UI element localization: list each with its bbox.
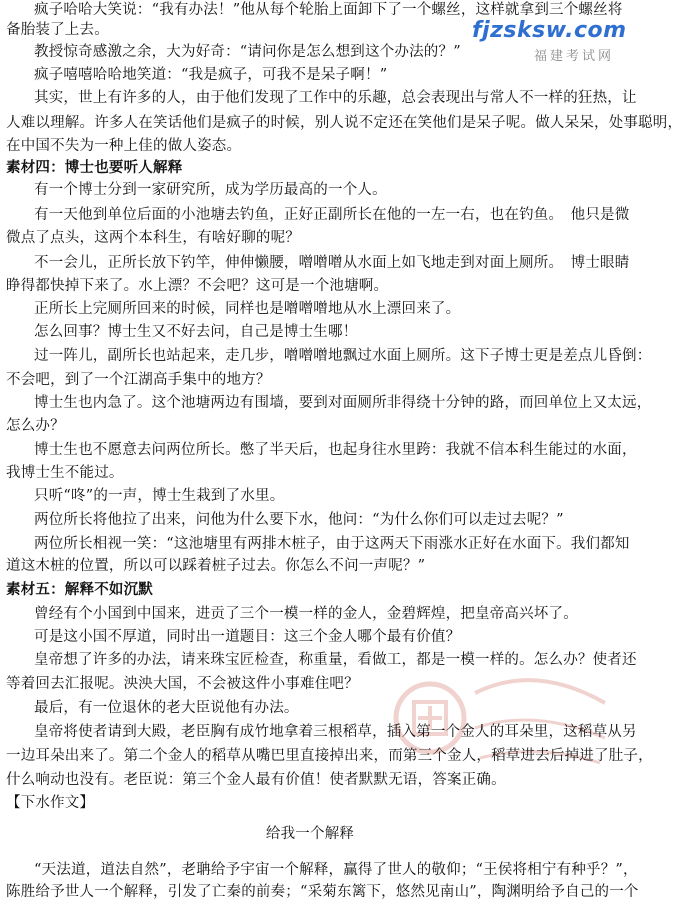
text-line: 其实，世上有许多的人，由于他们发现了工作中的乐趣，总会表现出与常人不一样的狂热，让: [34, 90, 637, 106]
text-line: 博士生也不愿意去问两位所长。憋了半天后，也起身往水里跨：我就不信本科生能过的水面，: [34, 442, 637, 458]
section-heading: 素材五：解释不如沉默: [6, 581, 153, 598]
text-line: 曾经有个小国到中国来，进贡了三个一模一样的金人，金碧辉煌，把皇帝高兴坏了。: [34, 606, 578, 622]
text-line: 不会吧，到了一个江湖高手集中的地方？: [6, 372, 271, 388]
text-line: 【下水作文】: [6, 795, 95, 811]
text-line: 疯子嘻嘻哈哈地笑道：“我是疯子，可我不是呆子啊！”: [34, 67, 388, 83]
text-line: 疯子哈哈大笑说：“我有办法！”他从每个轮胎上面卸下了一个螺丝，这样就拿到三个螺丝将: [34, 2, 623, 18]
text-line: 两位所长相视一笑：“这池塘里有两排木桩子，由于这两天下雨涨水正好在水面下。我们都知: [34, 536, 630, 552]
text-line: 备胎装了上去。: [6, 22, 109, 38]
section-heading: 素材四：博士也要听人解释: [6, 159, 183, 176]
logo-text: fjzsksw.com: [472, 18, 627, 43]
text-line: 什么响动也没有。老臣说：第三个金人最有价值！使者默默无语，答案正确。: [6, 772, 506, 788]
text-line: 睁得都快掉下来了。水上漂？不会吧？这可是一个池塘啊。: [6, 278, 389, 294]
text-line: 可是这小国不厚道，同时出一道题目：这三个金人哪个最有价值？: [34, 629, 461, 645]
text-line: 皇帝想了许多的办法，请来珠宝匠检查，称重量，看做工，都是一模一样的。怎么办？使者还: [34, 652, 637, 668]
text-line: 陈胜给予世人一个解释，引发了亡秦的前奏；“采菊东篱下，悠然见南山”，陶渊明给予自己的一个: [6, 884, 639, 900]
text-line: “天法道，道法自然”，老聃给予宇宙一个解释，赢得了世人的敬仰；“王侯将相宁有种乎？”，: [34, 862, 638, 878]
text-line: 怎么回事？博士生又不好去问，自己是博士生哪！: [34, 324, 358, 340]
text-line: 一边耳朵出来了。第二个金人的稻草从嘴巴里直接掉出来，而第三个金人，稻草进去后掉进了肚子，: [6, 748, 653, 764]
text-line: 有一天他到单位后面的小池塘去钓鱼，正好正副所长在他的一左一右，也在钓鱼。 他只是微: [34, 207, 630, 223]
essay-title: 给我一个解释: [265, 826, 355, 842]
text-line: 有一个博士分到一家研究所，成为学历最高的一个人。: [34, 182, 387, 198]
text-line: 在中国不失为一种上佳的做人姿态。: [6, 138, 242, 154]
text-line: 过一阵儿，副所长也站起来，走几步，噌噌噌地飘过水面上厕所。这下子博士更是差点儿昏倒：: [34, 348, 652, 364]
text-line: 我博士生不能过。: [6, 465, 124, 481]
text-line: 皇帝将使者请到大殿，老臣胸有成竹地拿着三根稻草，插入第一个金人的耳朵里，这稻草从另: [34, 724, 637, 740]
text-line: 最后，有一位退休的老大臣说他有办法。: [34, 700, 299, 716]
text-line: 博士生也内急了。这个池塘两边有围墙，要到对面厕所非得绕十分钟的路，而回单位上又太远，: [34, 395, 652, 411]
text-line: 等着回去汇报呢。泱泱大国，不会被这件小事难住吧？: [6, 676, 359, 692]
text-line: 只听“咚”的一声，博士生栽到了水里。: [34, 488, 285, 504]
logo-subtitle: 福建考试网: [533, 49, 614, 64]
text-line: 教授惊奇感激之余，大为好奇：“请问你是怎么想到这个办法的？”: [34, 44, 461, 60]
text-line: 道这木桩的位置，所以可以踩着桩子过去。你怎么不问一声呢？”: [6, 558, 426, 574]
text-line: 人难以理解。许多人在笑话他们是疯子的时候，别人说不定还在笑他们是呆子呢。做人呆呆，处事聪明，: [6, 115, 682, 131]
text-line: 不一会儿，正所长放下钓竿，伸伸懒腰，噌噌噌从水面上如飞地走到对面上厕所。 博士眼睛: [34, 255, 630, 271]
text-line: 正所长上完厕所回来的时候，同样也是噌噌噌地从水上漂回来了。: [34, 301, 461, 317]
text-line: 怎么办？: [6, 418, 65, 434]
text-line: 微点了点头，这两个本科生，有啥好聊的呢？: [6, 230, 300, 246]
text-line: 两位所长将他拉了出来，问他为什么要下水，他问：“为什么你们可以走过去呢？”: [34, 512, 564, 528]
